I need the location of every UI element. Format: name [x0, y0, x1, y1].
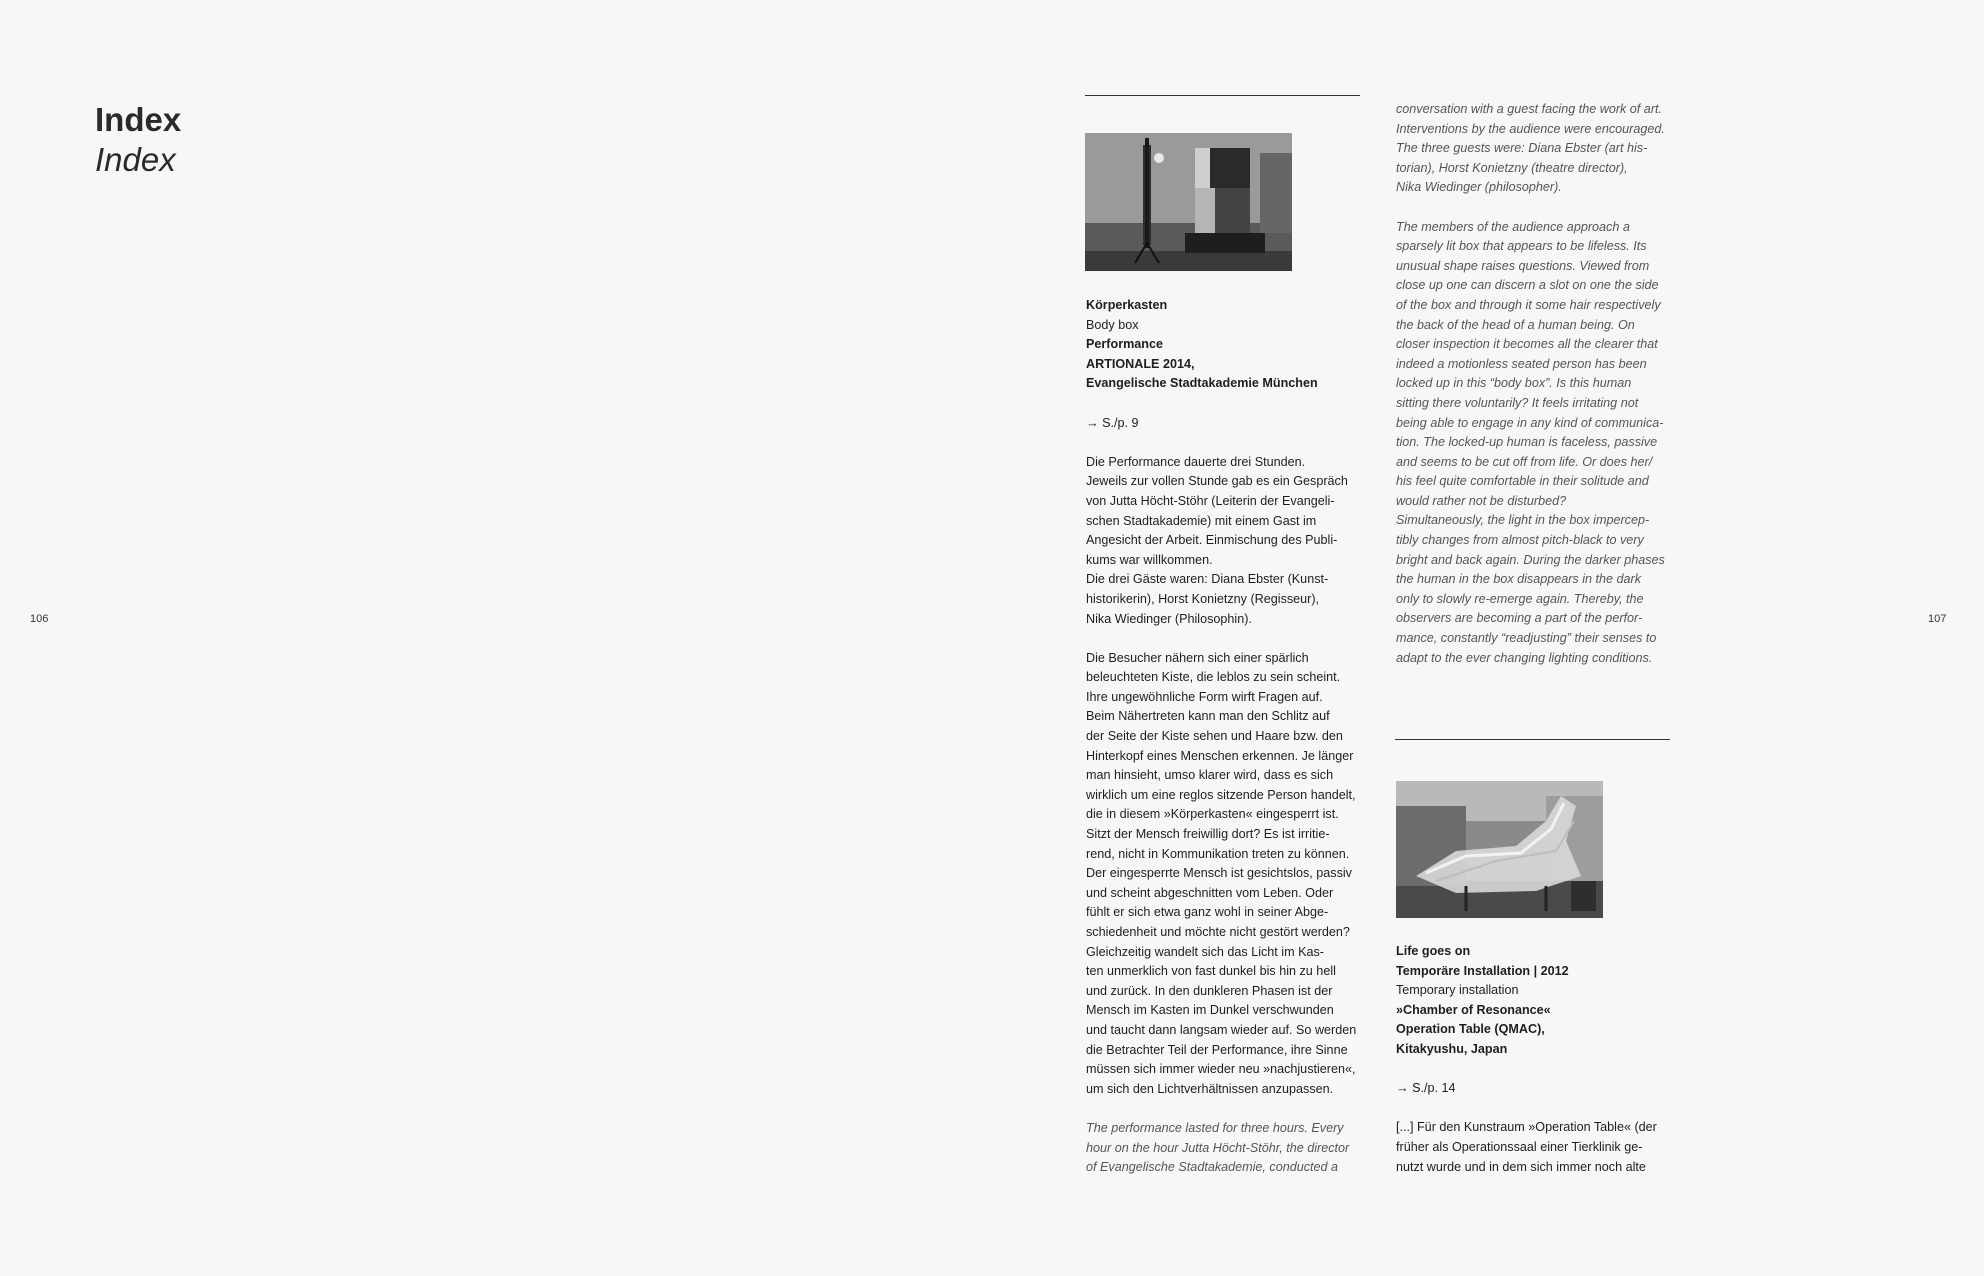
text-line-en: The three guests were: Diana Ebster (art his- — [1396, 141, 1648, 156]
entry1-title-en: Body box — [1086, 317, 1139, 332]
text-line-en: sitting there voluntarily? It feels irritating not — [1396, 395, 1639, 410]
text-line: schiedenheit und möchte nicht gestört werden? — [1086, 925, 1350, 939]
text-line-en: hour on the hour Jutta Höcht-Stöhr, the director — [1086, 1140, 1350, 1155]
text-line-en: the human in the box disappears in the dark — [1396, 572, 1642, 587]
text-line: historikerin), Horst Konietzny (Regisseur), — [1086, 591, 1320, 606]
text-line: müssen sich immer wieder neu »nachjustieren«, — [1086, 1062, 1356, 1077]
page-number-right: 107 — [1928, 613, 1947, 625]
text-line-en: mance, constantly “readjusting” their senses to — [1396, 631, 1657, 646]
text-line-en: Interventions by the audience were encouraged. — [1396, 121, 1665, 136]
entry1-venue: Evangelische Stadtakademie München — [1086, 376, 1318, 391]
text-line: früher als Operationssaal einer Tierklinik ge- — [1396, 1139, 1643, 1154]
text-line: Angesicht der Arbeit. Einmischung des Publi- — [1086, 533, 1338, 548]
text-line-en: unusual shape raises questions. Viewed from — [1396, 258, 1650, 273]
text-line: der Seite der Kiste sehen und Haare bzw. den — [1086, 729, 1343, 744]
text-line-en: torian), Horst Konietzny (theatre director), — [1396, 160, 1628, 175]
text-line-en: indeed a motionless seated person has been — [1396, 356, 1647, 371]
text-line: Die Performance dauerte drei Stunden. — [1086, 454, 1306, 469]
text-line: ten unmerklich von fast dunkel bis hin zu hell — [1086, 964, 1336, 979]
text-line: beleuchteten Kiste, die leblos zu sein scheint. — [1086, 670, 1341, 685]
text-line: man hinsieht, umso klarer wird, dass es sich — [1086, 768, 1334, 783]
text-line-en: locked up in this “body box”. Is this human — [1396, 376, 1632, 391]
life-goes-on-photo — [1396, 781, 1603, 918]
text-line: rend, nicht in Kommunikation treten zu können. — [1086, 846, 1350, 861]
text-line-en: sparsely lit box that appears to be lifeless. Its — [1396, 239, 1647, 254]
text-line: die in diesem »Körperkasten« eingesperrt ist. — [1086, 807, 1339, 822]
text-line-en: the back of the head of a human being. On — [1396, 317, 1635, 332]
text-line: um sich den Lichtverhältnissen anzupassen. — [1086, 1081, 1334, 1096]
text-line: Sitzt der Mensch freiwillig dort? Es ist irritie- — [1086, 827, 1330, 842]
text-line: Nika Wiedinger (Philosophin). — [1086, 611, 1252, 626]
entry2-exhibition: »Chamber of Resonance« — [1396, 1002, 1551, 1017]
text-line-en: observers are becoming a part of the perfor- — [1396, 611, 1643, 626]
text-line: und scheint abgeschnitten vom Leben. Oder — [1086, 885, 1334, 900]
text-line-en: adapt to the ever changing lighting conditions. — [1396, 650, 1653, 665]
entry2-venue: Operation Table (QMAC), — [1396, 1022, 1545, 1037]
text-line: Jeweils zur vollen Stunde gab es ein Gespräch — [1086, 474, 1348, 489]
text-line-en: only to slowly re-emerge again. Thereby, the — [1396, 591, 1644, 606]
text-line-en: Nika Wiedinger (philosopher). — [1396, 180, 1562, 195]
text-line: und zurück. In den dunkleren Phasen ist der — [1086, 983, 1333, 998]
entry2-type-en: Temporary installation — [1396, 983, 1519, 998]
text-line: Ihre ungewöhnliche Form wirft Fragen auf. — [1086, 689, 1323, 704]
divider-rule-2 — [1395, 739, 1670, 740]
text-line-en: The members of the audience approach a — [1396, 219, 1630, 234]
entry1-column-1 — [1086, 296, 1371, 1178]
text-line: Mensch im Kasten im Dunkel verschwunden — [1086, 1003, 1334, 1018]
text-line: Hinterkopf eines Menschen erkennen. Je länger — [1086, 748, 1354, 763]
text-line: [...] Für den Kunstraum »Operation Table« (der — [1396, 1120, 1657, 1135]
text-line-en: Simultaneously, the light in the box impercep- — [1396, 513, 1650, 528]
text-line: die Betrachter Teil der Performance, ihre Sinne — [1086, 1042, 1348, 1057]
text-line: kums war willkommen. — [1086, 552, 1213, 567]
text-line-en: close up one can discern a slot on one the side — [1396, 278, 1659, 293]
entry2-location: Kitakyushu, Japan — [1396, 1041, 1508, 1056]
entry1-column-2 — [1396, 100, 1696, 668]
text-line-en: The performance lasted for three hours. Every — [1086, 1120, 1344, 1135]
entry1-event: ARTIONALE 2014, — [1086, 356, 1195, 371]
text-line: und taucht dann langsam wieder auf. So werden — [1086, 1022, 1357, 1037]
entry2-title: Life goes on — [1396, 944, 1471, 958]
entry2-column — [1396, 942, 1696, 1177]
heading-title-en: Index — [95, 141, 176, 178]
text-line-en: his feel quite comfortable in their solitude and — [1396, 474, 1649, 489]
text-line: Die drei Gäste waren: Diana Ebster (Kunst- — [1086, 572, 1329, 587]
text-line-en: of Evangelische Stadtakademie, conducted a — [1086, 1160, 1339, 1175]
text-line-en: and seems to be cut off from life. Or does her/ — [1396, 454, 1653, 469]
text-line-en: tibly changes from almost pitch-black to very — [1396, 533, 1644, 548]
entry1-title-de: Körperkasten — [1086, 298, 1168, 312]
divider-rule — [1085, 95, 1360, 96]
text-line-en: conversation with a guest facing the work of art. — [1396, 102, 1663, 116]
text-line: Gleichzeitig wandelt sich das Licht im Kas- — [1086, 944, 1324, 959]
text-line: wirklich um eine reglos sitzende Person handelt, — [1086, 787, 1356, 802]
entry2-type-de: Temporäre Installation | 2012 — [1396, 963, 1569, 978]
page-number-left: 106 — [30, 613, 49, 625]
heading-title-de: Index — [95, 101, 182, 138]
body-box-photo — [1085, 133, 1292, 271]
text-line-en: of the box and through it some hair respectively — [1396, 297, 1661, 312]
text-line-en: closer inspection it becomes all the clearer that — [1396, 337, 1658, 352]
text-line: schen Stadtakademie) mit einem Gast im — [1086, 513, 1317, 528]
text-line-en: would rather not be disturbed? — [1396, 493, 1567, 508]
text-line-en: bright and back again. During the darker phases — [1396, 552, 1665, 567]
entry1-page-ref: → S./p. 9 — [1086, 415, 1139, 430]
text-line: nutzt wurde und in dem sich immer noch alte — [1396, 1159, 1646, 1174]
text-line: Beim Nähertreten kann man den Schlitz auf — [1086, 709, 1330, 724]
text-line: fühlt er sich etwa ganz wohl in seiner Abge- — [1086, 905, 1329, 920]
entry1-type: Performance — [1086, 337, 1163, 352]
index-heading — [95, 100, 181, 180]
entry2-page-ref: → S./p. 14 — [1396, 1081, 1456, 1096]
text-line: von Jutta Höcht-Stöhr (Leiterin der Evangeli- — [1086, 493, 1335, 508]
text-line: Der eingesperrte Mensch ist gesichtslos, passiv — [1086, 866, 1352, 881]
text-line: Die Besucher nähern sich einer spärlich — [1086, 650, 1309, 665]
text-line-en: tion. The locked-up human is faceless, passive — [1396, 435, 1658, 450]
text-line-en: being able to engage in any kind of communica- — [1396, 415, 1664, 430]
